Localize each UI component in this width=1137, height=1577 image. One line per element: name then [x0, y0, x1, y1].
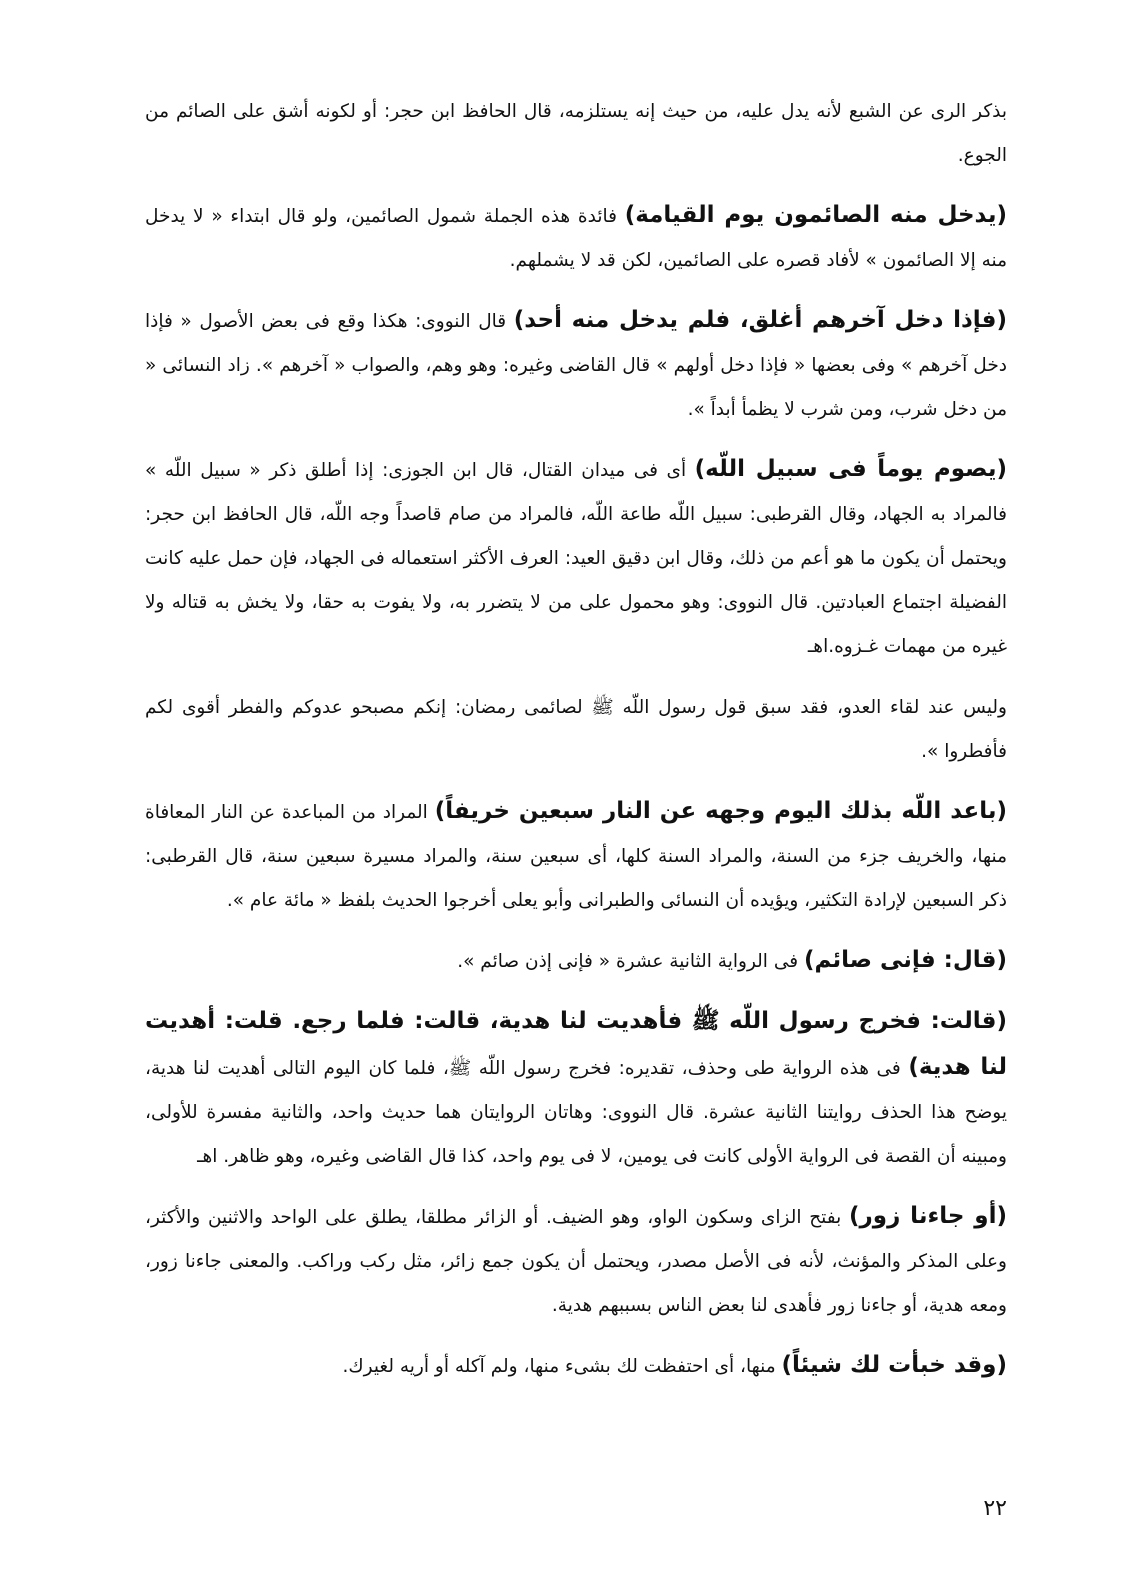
paragraph-lead: (وقد خبأت لك شيئاً) — [781, 1352, 1007, 1378]
paragraph-10 — [145, 1343, 1007, 1389]
paragraph-4 — [145, 447, 1007, 669]
paragraph-text: منها، أى احتفظت لك بشىء منها، ولم آكله أو أريه لغيرك. — [342, 1356, 782, 1377]
paragraph-text: أى فى ميدان القتال، قال ابن الجوزى: إذا أطلق ذكر « سبيل اللّه » فالمراد به الجهاد، وقال القرطبى: سبيل اللّه طاعة اللّه، فالمراد من صام قاصداً وجه اللّه، قال الحافظ ابن حجر: ويحتمل أن يكون ما هو أعم من ذلك، وقال ابن دقيق العيد: العرف الأكثر استعماله فى الجهاد، فإن حمل عليه كانت الفضيلة اجتماع العبادتين. قال النووى: وهو محمول على من لا يتضرر به، ولا يفوت به حقا، ولا يخش به قتاله ولا غيره من مهمات غـزوه.اهـ — [145, 460, 1007, 657]
page-body — [145, 88, 1007, 1404]
paragraph-5 — [145, 684, 1007, 774]
paragraph-text: فى الرواية الثانية عشرة « فإنى إذن صائم ». — [457, 951, 804, 972]
paragraph-7 — [145, 938, 1007, 984]
paragraph-lead: (قالت: فخرج رسول اللّه ﷺ فأهديت لنا هدية، قالت: فلما رجع. قلت: أهديت لنا هدية) — [145, 1008, 1007, 1080]
paragraph-8 — [145, 999, 1007, 1179]
paragraph-text: وليس عند لقاء العدو، فقد سبق قول رسول اللّه ﷺ لصائمى رمضان: إنكم مصبحو عدوكم والفطر أقوى لكم فأفطروا ». — [145, 697, 1007, 762]
paragraph-3 — [145, 298, 1007, 432]
paragraph-text: المراد من المباعدة عن النار المعافاة منها، والخريف جزء من السنة، والمراد السنة كلها، أى سبعين سنة، والمراد مسيرة سبعين سنة، قال القرطبى: ذكر السبعين لإرادة التكثير، ويؤيده أن النسائى والطبرانى وأبو يعلى أخرجوا الحديث بلفظ « مائة عام ». — [145, 802, 1007, 911]
paragraph-lead: (أو جاءنا زور) — [849, 1203, 1007, 1229]
paragraph-text: بفتح الزاى وسكون الواو، وهو الضيف. أو الزائر مطلقا، يطلق على الواحد والاثنين والأكثر، وعلى المذكر والمؤنث، لأنه فى الأصل مصدر، ويحتمل أن يكون جمع زائر، مثل ركب وراكب. والمعنى جاءنا زور، ومعه هدية، أو جاءنا زور فأهدى لنا بعض الناس بسببهم هدية. — [145, 1207, 1007, 1316]
paragraph-1 — [145, 88, 1007, 178]
paragraph-lead: (يصوم يوماً فى سبيل اللّه) — [694, 456, 1007, 482]
paragraph-6 — [145, 789, 1007, 923]
paragraph-text: بذكر الرى عن الشبع لأنه يدل عليه، من حيث إنه يستلزمه، قال الحافظ ابن حجر: أو لكونه أشق على الصائم من الجوع. — [145, 101, 1007, 166]
paragraph-lead: (فإذا دخل آخرهم أغلق، فلم يدخل منه أحد) — [513, 307, 1008, 333]
paragraph-text: فائدة هذه الجملة شمول الصائمين، ولو قال ابتداء « لا يدخل منه إلا الصائمون » لأفاد قصره على الصائمين، لكن قد لا يشملهم. — [145, 206, 1007, 271]
paragraph-text: فى هذه الرواية طى وحذف، تقديره: فخرج رسول اللّه ﷺ، فلما كان اليوم التالى أهديت لنا هدية، يوضح هذا الحذف روايتنا الثانية عشرة. قال النووى: وهاتان الروايتان هما حديث واحد، والثانية مفسرة للأولى، ومبينه أن القصة فى الرواية الأولى كانت فى يومين، لا فى يوم واحد، كذا قال القاضى وغيره، وهو ظاهر. اهـ — [145, 1058, 1007, 1167]
paragraph-lead: (باعد اللّه بذلك اليوم وجهه عن النار سبعين خريفاً) — [434, 798, 1007, 824]
paragraph-2 — [145, 193, 1007, 283]
paragraph-lead: (قال: فإنى صائم) — [803, 947, 1007, 973]
paragraph-text: قال النووى: هكذا وقع فى بعض الأصول « فإذا دخل آخرهم » وفى بعضها « فإذا دخل أولهم » قال القاضى وغيره: وهو وهم، والصواب « آخرهم ». زاد النسائى « من دخل شرب، ومن شرب لا يظمأ أبداً ». — [145, 311, 1007, 420]
paragraph-9 — [145, 1194, 1007, 1328]
page-number: ٢٢ — [983, 1496, 1007, 1521]
paragraph-lead: (يدخل منه الصائمون يوم القيامة) — [624, 202, 1007, 228]
